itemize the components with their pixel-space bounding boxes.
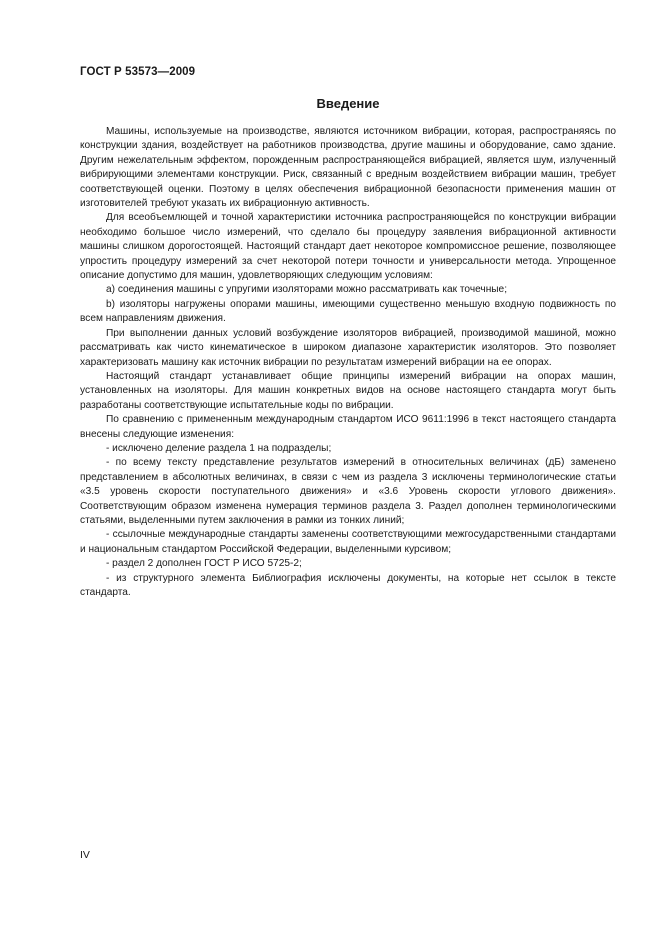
paragraph-changes-intro: По сравнению с примененным международным стандартом ИСО 9611:1996 в текст настоящего стандарта внесены следующие изменения: [80,414,616,440]
page-number: IV [80,849,90,861]
change-item-2: - по всему тексту представление результатов измерений в относительных величинах (дБ) заменено представлением в абсолютных величинах, в связи с чем из раздела 3 исключены терминологические статьи «3.5 уровень скорости поступательного движения» и «3.6 Уровень скорости углового движения». Соответствующим образом изменена нумерация терминов раздела 3. Раздел дополнен терминологическими статьями, выделенными путем заключения в рамки из тонких линий; [80,457,616,526]
condition-a: а) соединения машины с упругими изоляторами можно рассматривать как точечные; [106,284,508,296]
change-item-3: - ссылочные международные стандарты заменены соответствующими межгосударственными стандартами и национальным стандартом Российской Федерации, выделенными курсивом; [80,529,616,555]
change-item-1: - исключено деление раздела 1 на подразделы; [106,442,332,454]
paragraph-scope: Настоящий стандарт устанавливает общие принципы измерений вибрации на опорах машин, установленных на изоляторы. Для машин конкретных видов на основе настоящего стандарта могут быть разработаны соответствующие испытательные коды по вибрации. [80,370,616,411]
paragraph-intro: Машины, используемые на производстве, являются источником вибрации, которая, распространяясь по конструкции здания, воздействует на работников производства, другие машины и оборудование, само здание. Другим нежелательным эффектом, порожденным распространяющейся вибрацией, является шум, излученный вибрирующими элементами конструкции. Риск, связанный с вредным воздействием вибрации машин, требует соответствующей оценки. Поэтому в целях обеспечения вибрационной безопасности применения машин от изготовителей требуют указать их вибрационную активность. [80,126,616,210]
change-item-4: - раздел 2 дополнен ГОСТ Р ИСО 5725-2; [106,558,302,570]
condition-b: b) изоляторы нагружены опорами машины, имеющими существенно меньшую входную подвижность по всем направлениям движения. [80,298,616,325]
paragraph-characterization: Для всеобъемлющей и точной характеристики источника распространяющейся по конструкции вибрации необходимо большое число измерений, что сделало бы процедуру заявления вибрационной активности машины слишком дорогостоящей. Настоящий стандарт дает некоторое компромиссное решение, позволяющее упростить процедуру измерений за счет некоторой потери точности и универсальности метода. Упрощенное описание допустимо для машин, удовлетворяющих следующим условиям: [80,212,616,282]
change-item-5: - из структурного элемента Библиография исключены документы, на которые нет ссылок в тексте стандарта. [80,572,616,598]
document-code: ГОСТ Р 53573—2009 [80,66,196,78]
section-title: Введение [316,96,380,111]
paragraph-kinematic: При выполнении данных условий возбуждение изоляторов вибрацией, производимой машиной, можно рассматривать как чисто кинематическое в широком диапазоне характеристик изоляторов. Это позволяет характеризовать машину как источник вибрации по результатам измерений вибрации на ее опорах. [80,327,616,368]
body-text [80,125,616,600]
